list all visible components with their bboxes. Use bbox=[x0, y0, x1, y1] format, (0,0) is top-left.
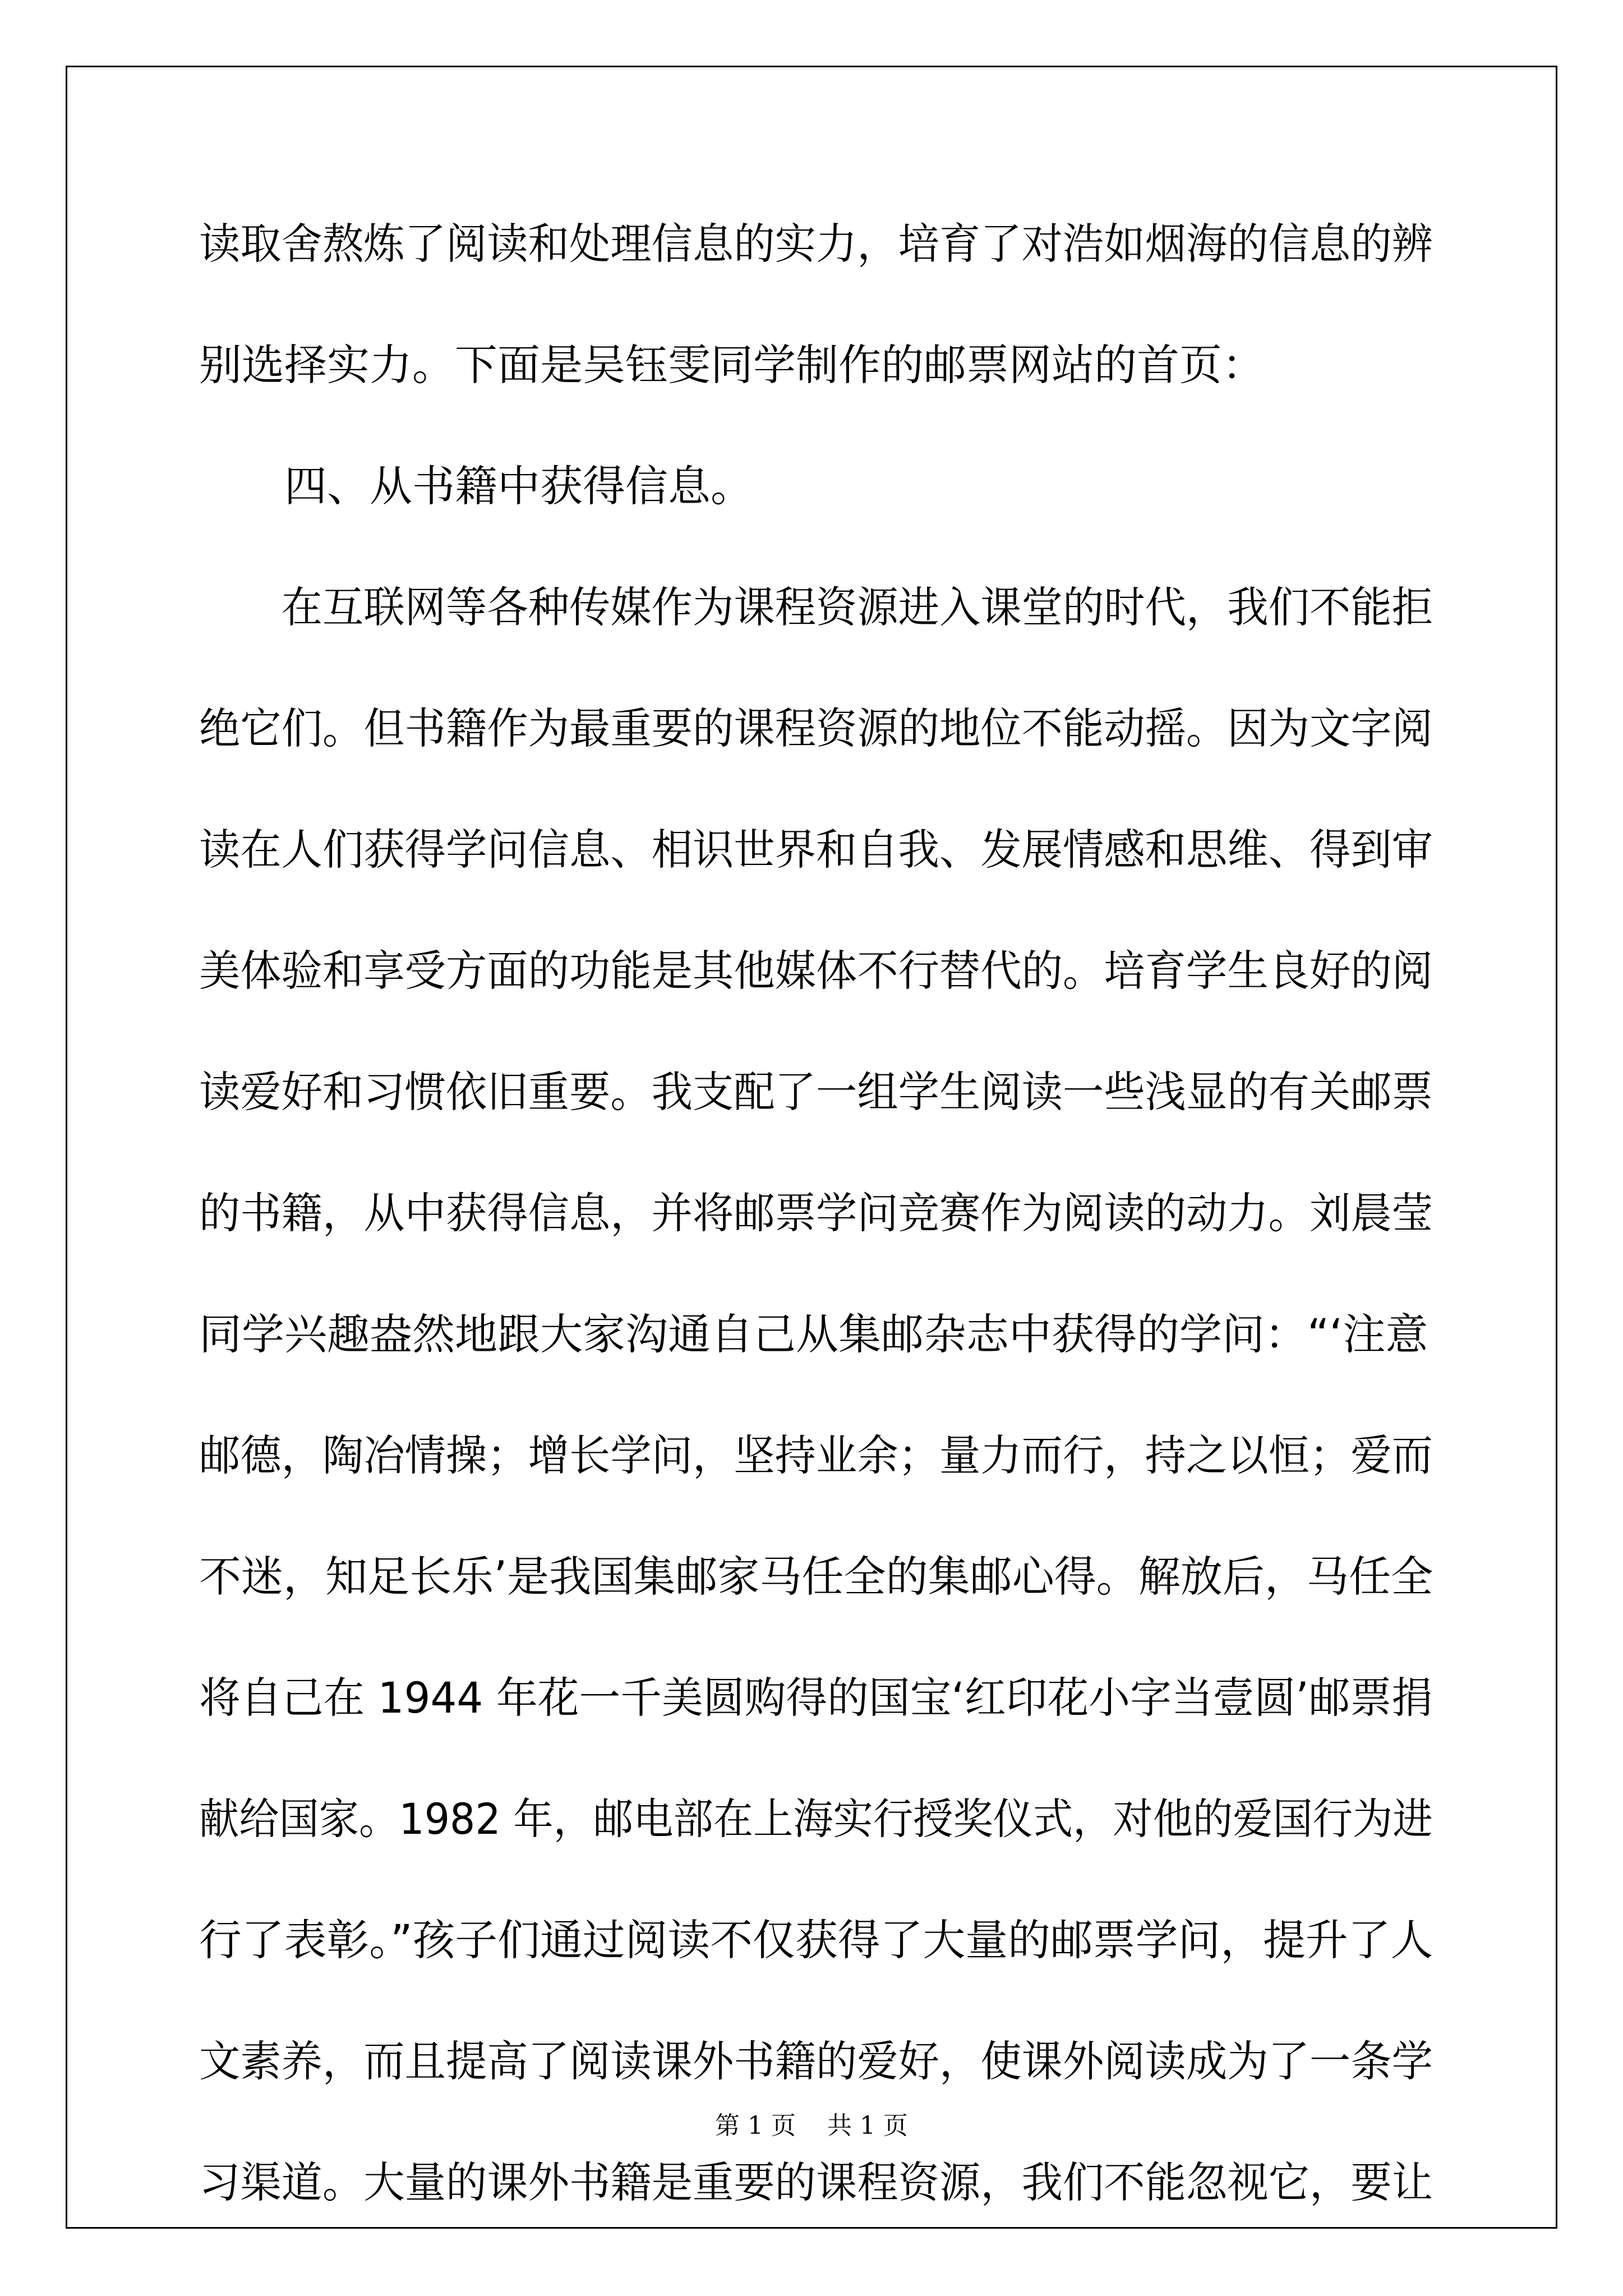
text-line-13: 将自己在 1944 年花一千美圆购得的国宝‘红印花小字当壹圆’邮票捐 bbox=[199, 1673, 1433, 1723]
page-number: 第 1 页 共 1 页 bbox=[715, 2111, 908, 2140]
section-heading: 四、从书籍中获得信息。 bbox=[284, 461, 753, 511]
text-line-4: 在互联网等各种传媒作为课程资源进入课堂的时代，我们不能拒 bbox=[281, 582, 1433, 632]
text-line-8: 读爱好和习惯依旧重要。我支配了一组学生阅读一些浅显的有关邮票 bbox=[199, 1067, 1433, 1117]
text-line-16: 文素养，而且提高了阅读课外书籍的爱好，使课外阅读成为了一条学 bbox=[199, 2036, 1433, 2086]
text-line-15: 行了表彰。”孩子们通过阅读不仅获得了大量的邮票学问，提升了人 bbox=[199, 1915, 1433, 1965]
text-line-7: 美体验和享受方面的功能是其他媒体不行替代的。培育学生良好的阅 bbox=[199, 946, 1433, 996]
text-line-2: 别选择实力。下面是吴钰雯同学制作的邮票网站的首页： bbox=[199, 340, 1265, 390]
text-line-14: 献给国家。1982 年，邮电部在上海实行授奖仪式，对他的爱国行为进 bbox=[199, 1794, 1433, 1844]
text-line-6: 读在人们获得学问信息、相识世界和自我、发展情感和思维、得到审 bbox=[199, 825, 1433, 875]
text-line-10: 同学兴趣盎然地跟大家沟通自己从集邮杂志中获得的学问：“‘注意 bbox=[199, 1309, 1428, 1359]
text-line-11: 邮德，陶冶情操；增长学问，坚持业余；量力而行，持之以恒；爱而 bbox=[199, 1430, 1433, 1480]
text-line-12: 不迷，知足长乐’是我国集邮家马任全的集邮心得。解放后，马任全 bbox=[199, 1552, 1433, 1602]
text-line-17: 习渠道。大量的课外书籍是重要的课程资源，我们不能忽视它，要让 bbox=[199, 2157, 1433, 2207]
text-line-9: 的书籍，从中获得信息，并将邮票学问竞赛作为阅读的动力。刘晨莹 bbox=[199, 1188, 1433, 1238]
text-line-1: 读取舍熬炼了阅读和处理信息的实力，培育了对浩如烟海的信息的辨 bbox=[199, 219, 1433, 269]
text-line-5: 绝它们。但书籍作为最重要的课程资源的地位不能动摇。因为文字阅 bbox=[199, 703, 1433, 753]
